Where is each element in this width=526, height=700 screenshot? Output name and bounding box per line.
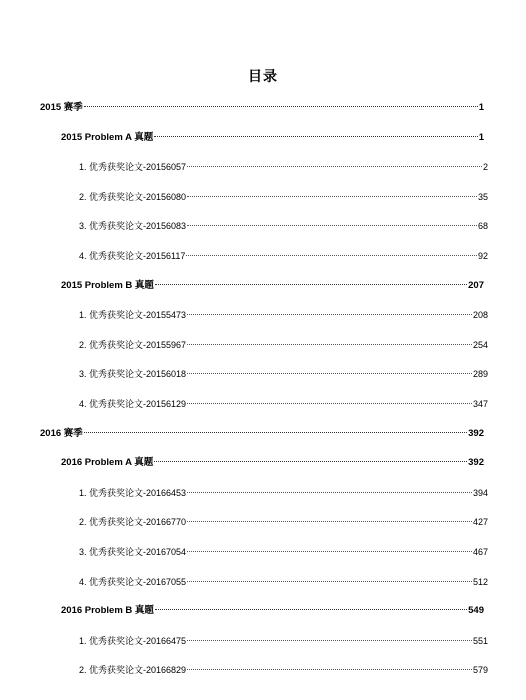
toc-entry-paper[interactable]	[0, 337, 526, 367]
toc-entry-label: 2. 优秀获奖论文-20155967	[79, 339, 187, 350]
toc-entry-label: 1. 优秀获奖论文-20166453	[79, 487, 187, 498]
toc-entry-label: 2015 赛季	[40, 102, 83, 113]
toc-entry-label: 2016 Problem A 真题	[61, 457, 154, 469]
toc-dot-leader	[84, 432, 467, 433]
toc-entry-paper[interactable]	[0, 396, 526, 426]
toc-entry-paper[interactable]	[0, 159, 526, 189]
toc-entry-paper[interactable]	[0, 307, 526, 337]
toc-entry-page: 394	[472, 487, 488, 498]
toc-entry-paper[interactable]	[0, 514, 526, 544]
toc-dot-leader	[187, 225, 477, 226]
toc-dot-leader	[187, 521, 472, 522]
toc-entry-label: 3. 优秀获奖论文-20167054	[79, 546, 187, 557]
toc-title: 目录	[248, 68, 278, 84]
toc-dot-leader	[187, 640, 472, 641]
toc-entry-page: 427	[472, 517, 488, 528]
toc-entry-problem[interactable]	[0, 455, 526, 485]
toc-entry-page: 35	[477, 191, 488, 202]
toc-entry-season[interactable]	[0, 426, 526, 456]
toc-entry-label: 1. 优秀获奖论文-20166475	[79, 635, 187, 646]
toc-entry-page: 208	[472, 310, 488, 321]
toc-entry-label: 3. 优秀获奖论文-20156083	[79, 221, 187, 232]
toc-entry-page: 579	[472, 665, 488, 676]
toc-dot-leader	[187, 314, 472, 315]
toc-dot-leader	[187, 551, 472, 552]
toc-entry-paper[interactable]	[0, 248, 526, 278]
toc-entry-page: 92	[477, 250, 488, 261]
toc-dot-leader	[154, 461, 467, 462]
toc-entry-label: 2016 Problem B 真题	[61, 605, 154, 617]
toc-dot-leader	[187, 669, 472, 670]
toc-entry-problem[interactable]	[0, 603, 526, 633]
toc-entry-label: 4. 优秀获奖论文-20156129	[79, 398, 187, 409]
toc-entry-page: 68	[477, 221, 488, 232]
toc-entry-label: 2015 Problem A 真题	[61, 131, 154, 143]
toc-entry-label: 1. 优秀获奖论文-20155473	[79, 310, 187, 321]
toc-dot-leader	[155, 609, 467, 610]
toc-entry-label: 2. 优秀获奖论文-20166770	[79, 517, 187, 528]
toc-entry-paper[interactable]	[0, 485, 526, 515]
toc-dot-leader	[84, 106, 478, 107]
toc-entry-paper[interactable]	[0, 662, 526, 692]
toc-entry-page: 1	[478, 131, 484, 143]
toc-entry-season[interactable]	[0, 100, 526, 130]
toc-dot-leader	[187, 492, 472, 493]
toc-entry-label: 4. 优秀获奖论文-20156117	[79, 250, 186, 261]
toc-dot-leader	[187, 581, 472, 582]
toc-entry-label: 2. 优秀获奖论文-20166829	[79, 665, 187, 676]
toc-entry-page: 549	[468, 605, 484, 617]
toc-entry-paper[interactable]	[0, 544, 526, 574]
toc-entry-page: 392	[468, 427, 484, 439]
toc-entry-page: 254	[472, 339, 488, 350]
toc-entry-paper[interactable]	[0, 574, 526, 604]
toc-entry-problem[interactable]	[0, 130, 526, 160]
toc-list	[0, 100, 526, 692]
toc-entry-page: 347	[472, 398, 488, 409]
toc-entry-paper[interactable]	[0, 633, 526, 663]
toc-entry-label: 4. 优秀获奖论文-20167055	[79, 576, 187, 587]
toc-entry-page: 392	[468, 457, 484, 469]
toc-entry-page: 2	[482, 162, 488, 173]
toc-entry-paper[interactable]	[0, 189, 526, 219]
toc-dot-leader	[155, 284, 467, 285]
toc-entry-page: 512	[472, 576, 488, 587]
toc-dot-leader	[187, 403, 472, 404]
toc-entry-page: 1	[478, 102, 484, 113]
toc-entry-problem[interactable]	[0, 278, 526, 308]
toc-entry-page: 207	[468, 279, 484, 291]
toc-entry-paper[interactable]	[0, 218, 526, 248]
toc-dot-leader	[187, 373, 472, 374]
toc-entry-page: 551	[472, 635, 488, 646]
toc-entry-label: 2. 优秀获奖论文-20156080	[79, 191, 187, 202]
toc-dot-leader	[187, 196, 477, 197]
toc-entry-label: 2015 Problem B 真题	[61, 279, 154, 291]
toc-entry-label: 2016 赛季	[40, 427, 83, 439]
toc-dot-leader	[187, 166, 482, 167]
toc-entry-label: 3. 优秀获奖论文-20156018	[79, 369, 187, 380]
toc-entry-page: 289	[472, 369, 488, 380]
toc-entry-label: 1. 优秀获奖论文-20156057	[79, 162, 187, 173]
toc-dot-leader	[187, 344, 472, 345]
toc-entry-page: 467	[472, 546, 488, 557]
toc-dot-leader	[154, 136, 477, 137]
toc-dot-leader	[186, 255, 477, 256]
toc-entry-paper[interactable]	[0, 366, 526, 396]
